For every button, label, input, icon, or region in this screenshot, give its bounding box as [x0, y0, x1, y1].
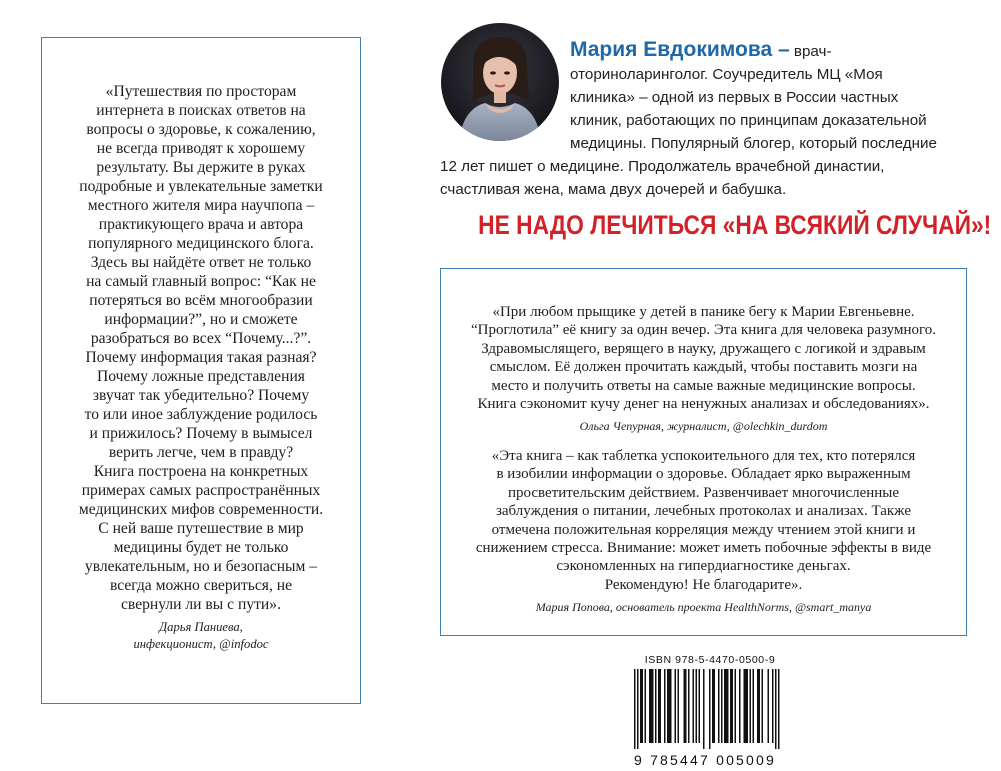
- barcode-icon: [632, 669, 788, 751]
- isbn-label: ISBN 978-5-4470-0500-9: [644, 654, 776, 666]
- flap-line: Книга построена на конкретных: [93, 463, 309, 480]
- review-line: заблуждения о питании, лечебных протоколах и анализах. Также: [495, 503, 912, 520]
- review-line: сэкономленных на гипердиагностике деньгах.: [556, 558, 851, 575]
- flap-line: результату. Вы держите в руках: [96, 159, 306, 176]
- review-line: «Эта книга – как таблетка успокоительного для тех, кто потерялся: [491, 448, 916, 464]
- barcode-bar: [709, 669, 711, 749]
- author-bio-line: медицины. Популярный блогер, который последние: [570, 135, 937, 152]
- headline: НЕ НАДО ЛЕЧИТЬСЯ «НА ВСЯКИЙ СЛУЧАЙ»!: [478, 210, 992, 240]
- barcode-bar: [724, 669, 729, 743]
- review-line: отмечена положительная корреляция между чтением этой книги и: [491, 521, 916, 538]
- barcode-bar: [645, 669, 647, 743]
- barcode-bar: [703, 669, 705, 749]
- barcode-bar: [675, 669, 677, 743]
- review-signature: Мария Попова, основатель проекта HealthNorms, @smart_manya: [535, 600, 872, 615]
- flap-line: на самый главный вопрос: “Как не: [86, 273, 316, 290]
- barcode-bar: [775, 669, 777, 749]
- flap-line: вопросы о здоровье, к сожалению,: [86, 121, 316, 138]
- barcode-bar: [696, 669, 698, 743]
- flap-line: Почему ложные представления: [97, 368, 305, 385]
- flap-line: то или иное заблуждение родилось: [84, 406, 318, 423]
- flap-line: информации?”, но и сможете: [104, 311, 298, 328]
- flap-line: потеряться во всём многообразии: [89, 292, 313, 309]
- barcode-bar: [757, 669, 760, 743]
- flap-line: практикующего врача и автора: [98, 216, 304, 233]
- author-name: Мария Евдокимова –: [570, 38, 790, 61]
- author-bio-line: клиник, работающих по принципам доказательной: [570, 112, 927, 129]
- review-line: «При любом прыщике у детей в панике бегу к Марии Евгеньевне.: [492, 304, 915, 320]
- barcode-bar: [699, 669, 701, 743]
- flap-line: «Путешествия по просторам: [105, 83, 297, 100]
- flap-line: С ней ваше путешествие в мир: [98, 520, 304, 537]
- review-quote-2: [451, 447, 956, 615]
- barcode-bar: [684, 669, 687, 743]
- left-flap-frame: [41, 37, 361, 704]
- reviews-frame: [440, 268, 967, 636]
- flap-line: интернета в поисках ответов на: [96, 102, 306, 119]
- barcode-bar: [649, 669, 654, 743]
- barcode-bar: [750, 669, 752, 743]
- review-line: смыслом. Её должен прочитать каждый, чтобы поставить мозги на: [489, 359, 918, 376]
- barcode-bar: [739, 669, 741, 743]
- flap-line: верить легче, чем в правду?: [108, 444, 294, 461]
- flap-line: свернули ли вы с пути».: [121, 596, 281, 613]
- left-flap-quote: [54, 82, 348, 653]
- barcode-bar: [718, 669, 720, 743]
- barcode-bar: [655, 669, 657, 743]
- barcode-bar: [735, 669, 737, 743]
- barcode-bar: [762, 669, 764, 743]
- barcode-bar: [712, 669, 715, 743]
- review-line: Книга сэкономит кучу денег на ненужных анализах и обследованиях».: [477, 396, 930, 413]
- author-bio-line: оториноларинголог. Соучредитель МЦ «Моя: [570, 66, 883, 83]
- flap-signature: [54, 619, 348, 653]
- flap-line: примерах самых распространённых: [81, 482, 321, 499]
- review-line: Рекомендую! Не благодарите».: [604, 576, 803, 593]
- barcode-bar: [721, 669, 723, 743]
- barcode-bar: [640, 669, 643, 743]
- ean-number: 9 785447 005009: [634, 752, 776, 768]
- barcode-bar: [778, 669, 780, 749]
- flap-line: и прижилось? Почему в вымысел: [89, 425, 313, 442]
- flap-line: увлекательным, но и безопасным –: [84, 558, 318, 575]
- flap-line: медицинских мифов современности.: [78, 501, 324, 518]
- barcode-bar: [667, 669, 672, 743]
- barcode-bar: [744, 669, 749, 743]
- barcode-bar: [658, 669, 661, 743]
- flap-line: подробные и увлекательные заметки: [79, 178, 323, 195]
- flap-line: Почему информация такая разная?: [85, 349, 317, 366]
- author-bio: [440, 38, 985, 201]
- barcode-bar: [688, 669, 690, 743]
- author-bio-line: 12 лет пишет о медицине. Продолжатель врачебной династии,: [440, 158, 885, 175]
- author-bio-first-line: [440, 38, 985, 63]
- flap-signature-name: Дарья Паниева,: [159, 620, 243, 634]
- barcode-bar: [753, 669, 755, 743]
- barcode-bar: [772, 669, 774, 743]
- author-bio-line: врач-: [793, 43, 832, 60]
- flap-line: медицины будет не только: [113, 539, 289, 556]
- flap-line: звучат так убедительно? Почему: [92, 387, 310, 404]
- review-line: снижением стресса. Внимание: может иметь побочные эффекты в виде: [475, 540, 932, 557]
- author-bio-line: счастливая жена, мама двух дочерей и бабушка.: [440, 181, 787, 198]
- review-line: место и получить ответы на самые важные медицинские вопросы.: [491, 377, 916, 394]
- flap-line: не всегда приводят к хорошему: [96, 140, 306, 157]
- barcode-bar: [634, 669, 636, 749]
- barcode-bar: [693, 669, 695, 743]
- barcode-bar: [678, 669, 680, 743]
- flap-line: местного жителя мира научпопа –: [87, 197, 315, 214]
- review-line: Здравомыслящего, верящего в науку, дружащего с логикой и здравым: [481, 340, 926, 357]
- barcode-bar: [768, 669, 770, 743]
- flap-line: Здесь вы найдёте ответ не только: [90, 254, 312, 271]
- review-line: в изобилии информации о здоровье. Обладает ярко выраженным: [496, 466, 911, 483]
- barcode-bar: [637, 669, 639, 749]
- review-quote-1: [451, 303, 956, 434]
- flap-line: всегда можно свериться, не: [109, 577, 293, 594]
- review-line: просветительским действием. Развенчивает многочисленные: [507, 484, 900, 501]
- review-signature: Ольга Чепурная, журналист, @olechkin_durdom: [579, 419, 828, 434]
- flap-line: популярного медицинского блога.: [88, 235, 314, 252]
- flap-signature-role: инфекционист, @infodoc: [133, 637, 269, 651]
- author-bio-line: клиника» – одной из первых в России частных: [570, 89, 899, 106]
- barcode-bar: [730, 669, 733, 743]
- flap-line: разобраться во всех “Почему...?”.: [90, 330, 312, 347]
- barcode-bar: [664, 669, 666, 743]
- review-line: “Проглотила” её книгу за один вечер. Эта книга для человека разумного.: [470, 322, 937, 339]
